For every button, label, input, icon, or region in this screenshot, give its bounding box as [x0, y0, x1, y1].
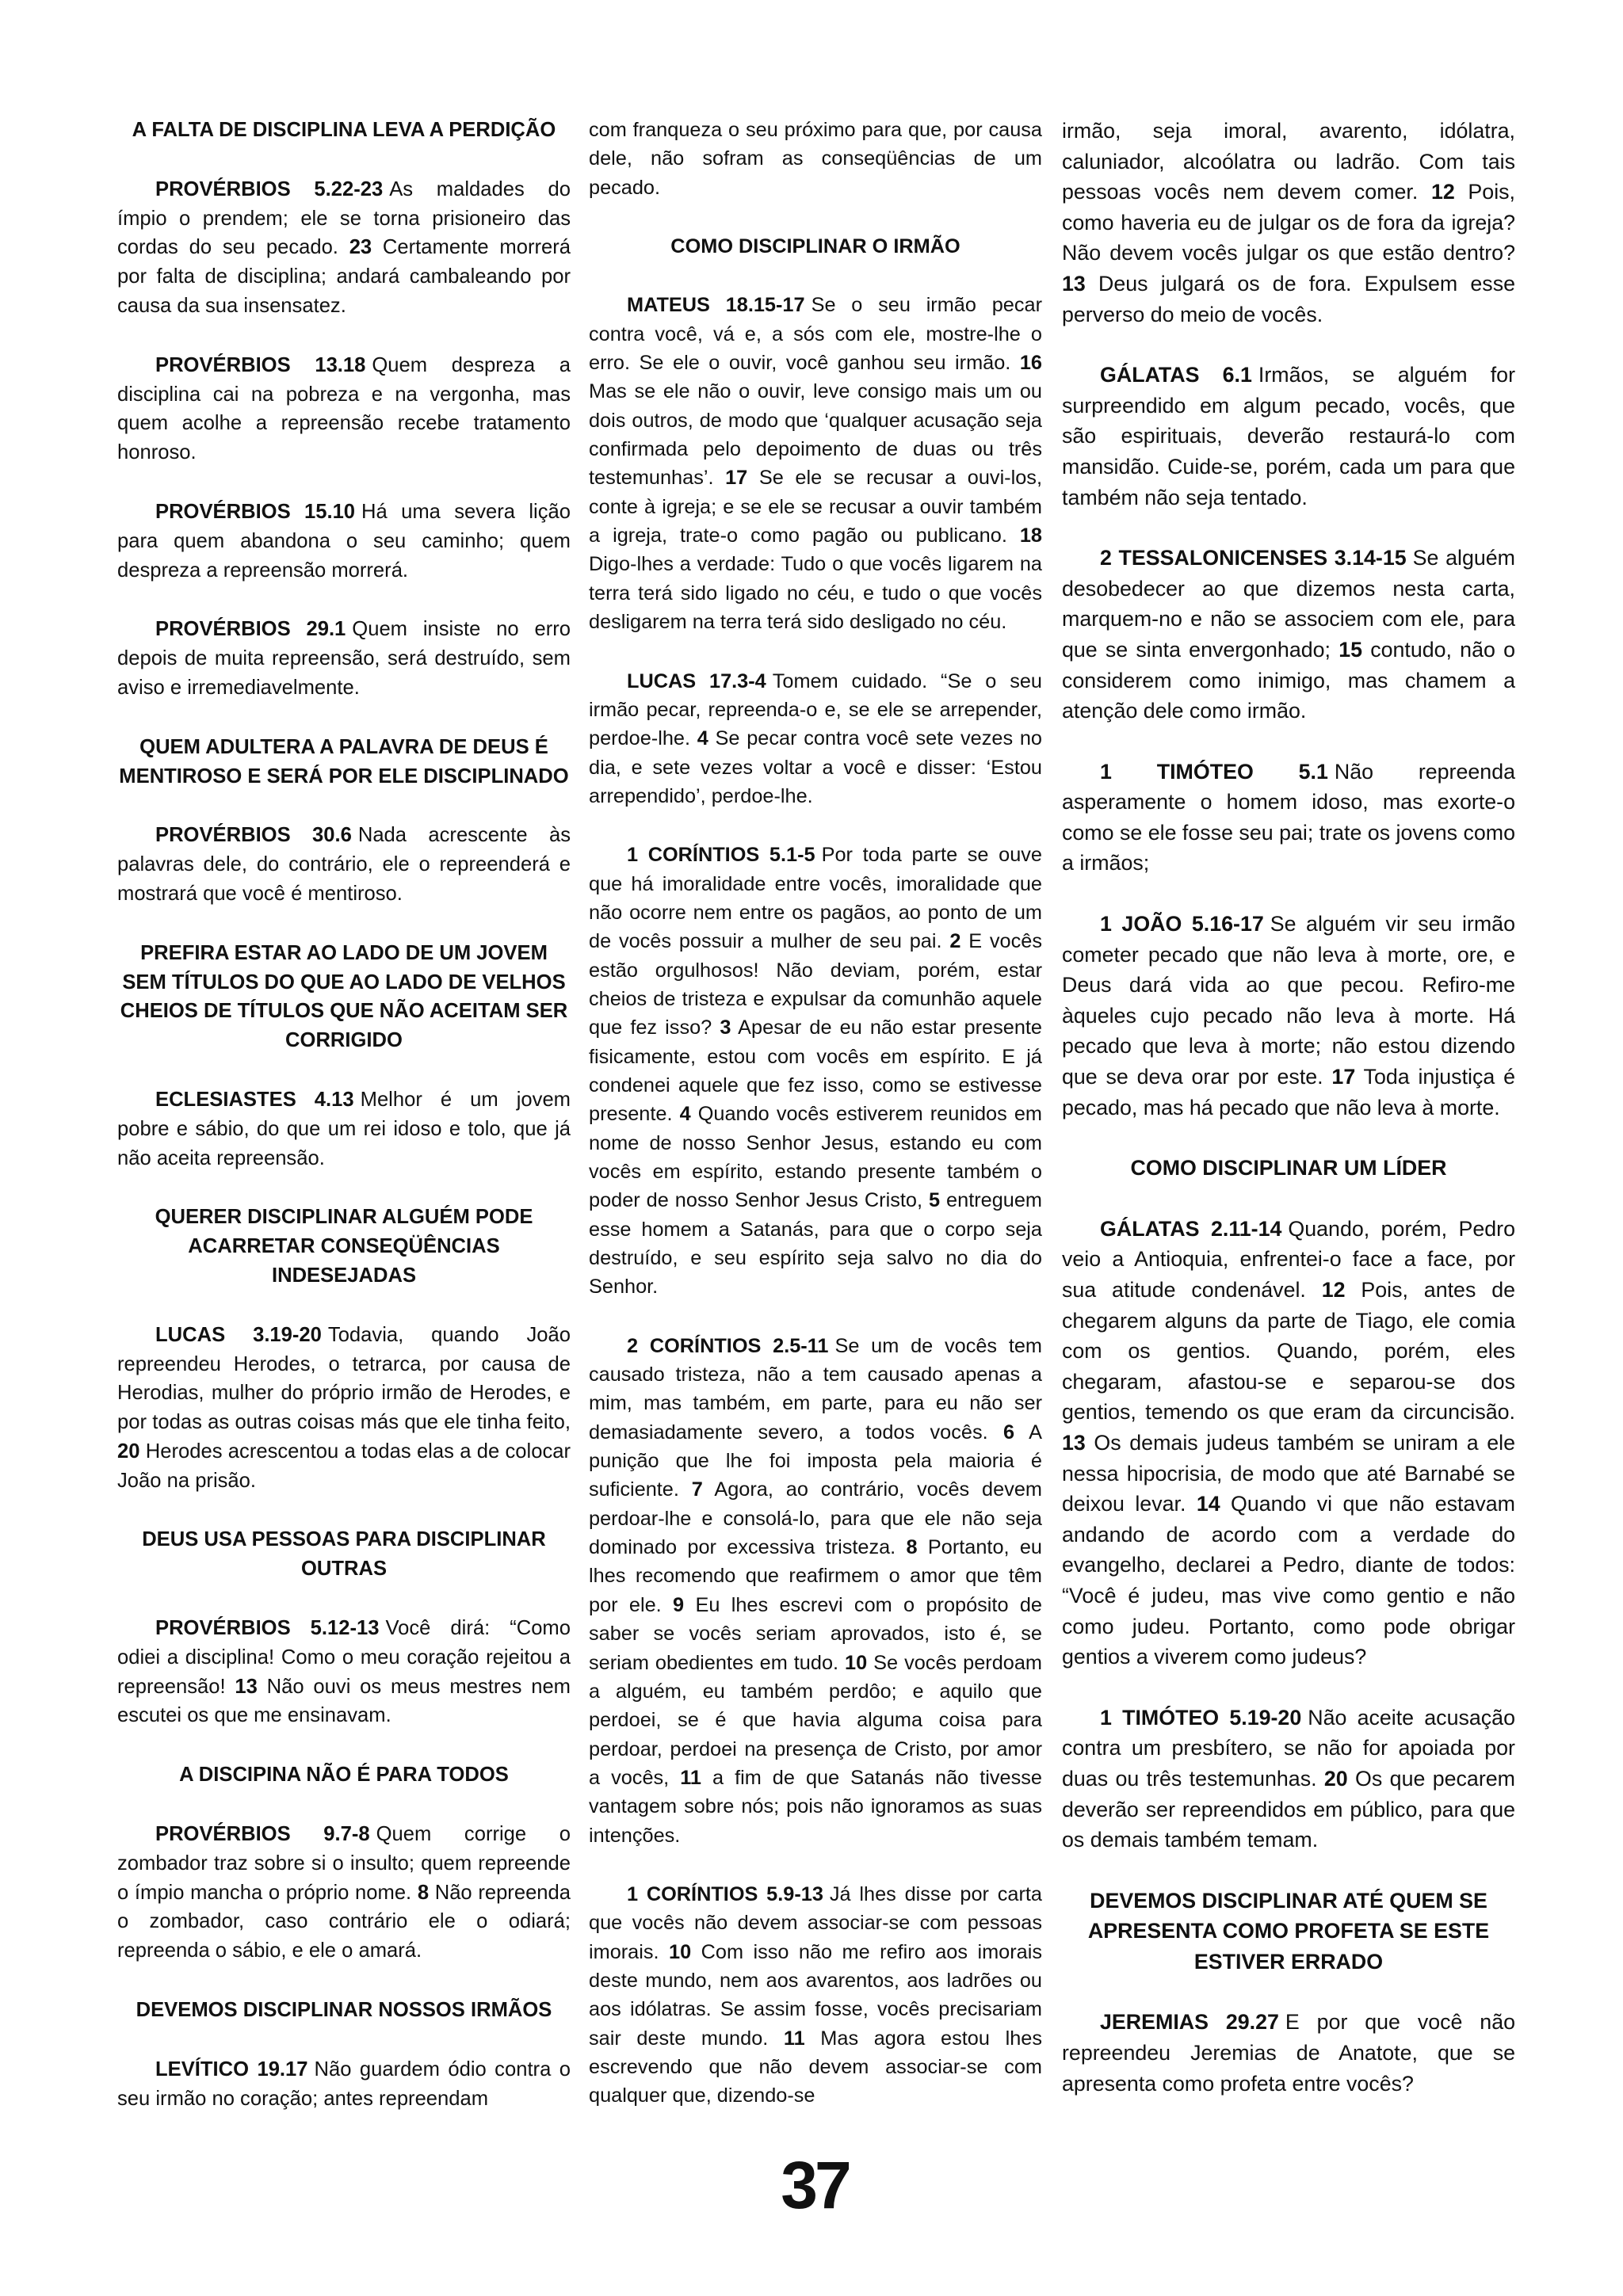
verse-number: 6 — [1003, 1421, 1015, 1444]
scripture-reference: 2 TESSALONICENSES 3.14-15 — [1100, 546, 1407, 570]
scripture-paragraph — [117, 1820, 571, 1966]
verse-text: Quando vocês estiverem reunidos em nome de nosso Senhor Jesus, estando eu com vocês em espírito, estando presente também o poder de nosso Senhor Jesus Cristo, — [589, 1103, 1042, 1212]
verse-number: 20 — [117, 1440, 140, 1463]
verse-text: entreguem esse homem a Satanás, para que o corpo seja destruído, e seu espírito seja salvo no dia do Senhor. — [589, 1189, 1043, 1299]
verse-number: 9 — [673, 1593, 685, 1616]
verse-text: Melhor é um jovem pobre e sábio, do que um rei idoso e tolo, que já não aceita repreensão. — [117, 1088, 571, 1169]
section-heading: QUERER DISCIPLINAR ALGUÉM PODE ACARRETAR CONSEQÜÊNCIAS INDESEJADAS — [155, 1206, 533, 1287]
verse-number: 11 — [783, 2027, 805, 2050]
verse-text: Se alguém vir seu irmão cometer pecado que não leva à morte, ore, e Deus dará vida ao que pecou. Refiro-me àqueles cujo pecado não leva à morte. Há pecado que leva à morte; não estou dizendo que se deva orar por este. — [1062, 912, 1515, 1089]
scripture-paragraph — [117, 498, 571, 585]
scripture-paragraph — [1062, 543, 1515, 727]
scripture-paragraph — [1062, 1703, 1515, 1855]
verse-text: Irmãos, se alguém for surpreendido em algum pecado, vocês, que são espirituais, deverão restaurá-lo com mansidão. Cuide-se, porém, cada um para que também não seja tentado. — [1062, 363, 1515, 509]
verse-number: 4 — [697, 727, 708, 750]
verse-number: 8 — [417, 1881, 430, 1904]
verse-text: Herodes acrescentou a todas elas a de colocar João na prisão. — [117, 1440, 571, 1492]
verse-text: Se um de vocês tem causado tristeza, não a tem causado apenas a mim, mas também, em parte, para eu não ser demasiadamente severo, a todos vocês. — [589, 1334, 1042, 1444]
verse-text: Se pecar contra você sete vezes no dia, e sete vezes voltar a você e disser: ‘Estou arrependido’, perdoe-lhe. — [589, 727, 1042, 807]
section-heading: COMO DISCIPLINAR O IRMÃO — [670, 235, 960, 258]
section-heading: DEVEMOS DISCIPLINAR NOSSOS IRMÃOS — [136, 1999, 552, 2022]
scripture-paragraph — [1062, 909, 1515, 1123]
verse-text: Você dirá: “Como odiei a disciplina! Como o meu coração rejeitou a repreensão! — [117, 1617, 571, 1698]
verse-number: 3 — [720, 1016, 731, 1039]
verse-text: Pois, como haveria eu de julgar os de fora da igreja? Não devem vocês julgar os que estão dentro? — [1062, 180, 1515, 265]
scripture-paragraph — [589, 291, 1042, 636]
paragraph-continued — [1062, 116, 1515, 330]
scripture-reference: 1 JOÃO 5.16-17 — [1100, 912, 1264, 936]
scripture-paragraph — [117, 1321, 571, 1496]
scripture-paragraph — [117, 1614, 571, 1730]
verse-text: Mas se ele não o ouvir, leve consigo mais um ou dois outros, de modo que ‘qualquer acusação seja confirmada pelo depoimento de duas ou três testemunhas’. — [589, 380, 1042, 490]
verse-text: Os demais judeus também se uniram a ele nessa hipocrisia, de modo que até Barnabé se deixou levar. — [1062, 1430, 1515, 1516]
verse-text: irmão, seja imoral, avarento, idólatra, caluniador, alcoólatra ou ladrão. Com tais pessoas vocês nem devem comer. — [1062, 119, 1515, 204]
column-2 — [589, 116, 1042, 2141]
column-3 — [1062, 116, 1515, 2129]
scripture-reference: PROVÉRBIOS 15.10 — [155, 500, 356, 523]
page-number: 37 — [781, 2148, 849, 2222]
scripture-reference: ECLESIASTES 4.13 — [155, 1088, 354, 1111]
scripture-reference: PROVÉRBIOS 5.22-23 — [155, 177, 384, 200]
verse-text: Nada acrescente às palavras dele, do contrário, ele o repreenderá e mostrará que você é mentiroso. — [117, 824, 571, 905]
verse-number: 18 — [1019, 524, 1042, 547]
verse-number: 16 — [1019, 352, 1042, 375]
section-heading: A FALTA DE DISCIPLINA LEVA A PERDIÇÃO — [132, 119, 556, 141]
verse-number: 11 — [680, 1766, 701, 1789]
verse-number: 12 — [1321, 1278, 1346, 1302]
verse-number: 23 — [349, 236, 372, 259]
section-heading: COMO DISCIPLINAR UM LÍDER — [1130, 1156, 1447, 1180]
verse-text: Não repreenda o zombador, caso contrário ele o odiará; repreenda o sábio, e ele o amará. — [117, 1881, 571, 1962]
scripture-paragraph — [1062, 1214, 1515, 1672]
verse-text: Digo-lhes a verdade: Tudo o que vocês ligarem na terra terá sido ligado no céu, e tudo o que vocês desligarem na terra terá sido desligado no céu. — [589, 553, 1042, 634]
verse-text: Quem despreza a disciplina cai na pobreza e na vergonha, mas quem acolhe a repreensão recebe tratamento honroso. — [117, 353, 571, 464]
scripture-paragraph — [117, 2055, 571, 2114]
scripture-reference: 1 CORÍNTIOS 5.1-5 — [627, 844, 815, 867]
verse-text: E por que você não repreendeu Jeremias de Anatote, que se apresenta como profeta entre vocês? — [1062, 2010, 1516, 2096]
verse-number: 17 — [1331, 1065, 1356, 1089]
scripture-paragraph — [1062, 2007, 1515, 2099]
scripture-reference: LEVÍTICO 19.17 — [155, 2058, 308, 2081]
verse-text: As maldades do ímpio o prendem; ele se torna prisioneiro das cordas do seu pecado. — [117, 177, 571, 259]
verse-text: Os que pecarem deverão ser repreendidos em público, para que os demais também temam. — [1062, 1766, 1515, 1852]
verse-text: E vocês estão orgulhosos! Não deviam, porém, estar cheios de tristeza e expulsar da comunhão aquele que fez isso? — [589, 930, 1042, 1039]
verse-number: 13 — [1062, 271, 1086, 296]
verse-text: Quando, porém, Pedro veio a Antioquia, enfrentei-o face a face, por sua atitude condenável. — [1062, 1216, 1515, 1302]
verse-number: 15 — [1338, 637, 1362, 662]
verse-text: Portanto, eu lhes recomendo que reafirmem o amor que têm por ele. — [589, 1536, 1042, 1616]
verse-text: Certamente morrerá por falta de disciplina; andará cambaleando por causa da sua insensatez. — [117, 236, 571, 317]
scripture-reference: PROVÉRBIOS 13.18 — [155, 353, 366, 376]
verse-text: Apesar de eu não estar presente fisicamente, estou com vocês em espírito. E já condenei aquele que fez isso, como se estivesse presente. — [589, 1016, 1043, 1126]
verse-number: 4 — [679, 1103, 691, 1126]
verse-text: Pois, antes de chegarem alguns da parte de Tiago, ele comia com os gentios. Quando, porém, eles chegaram, afastou-se e separou-se dos gentios, temendo os que eram da circuncisão. — [1062, 1278, 1515, 1425]
scripture-paragraph — [589, 1332, 1042, 1850]
scripture-paragraph — [117, 821, 571, 908]
scripture-paragraph — [589, 667, 1042, 811]
verse-text: Por toda parte se ouve que há imoralidade entre vocês, imoralidade que não ocorre nem entre os pagãos, ao ponto de um de vocês possuir a mulher de seu pai. — [589, 844, 1043, 953]
scripture-reference: JEREMIAS 29.27 — [1100, 2010, 1279, 2035]
verse-number: 10 — [669, 1940, 692, 1963]
scripture-reference: PROVÉRBIOS 9.7-8 — [155, 1823, 370, 1846]
verse-text: Mas agora estou lhes escrevendo que não devem associar-se com qualquer que, dizendo-se — [589, 2027, 1042, 2107]
verse-text: contudo, não o considerem como inimigo, mas chamem a atenção dele como irmão. — [1062, 637, 1515, 723]
verse-text: Agora, ao contrário, vocês devem perdoar-lhe e consolá-lo, para que ele não seja dominado por excessiva tristeza. — [589, 1478, 1042, 1559]
paragraph-continued — [589, 116, 1042, 202]
scripture-reference: 2 CORÍNTIOS 2.5-11 — [627, 1334, 829, 1357]
verse-text: Deus julgará os de fora. Expulsem esse perverso do meio de vocês. — [1062, 271, 1515, 326]
section-heading: QUEM ADULTERA A PALAVRA DE DEUS É MENTIROSO E SERÁ POR ELE DISCIPLINADO — [119, 735, 569, 788]
verse-number: 8 — [906, 1536, 918, 1559]
verse-text: Não repreenda asperamente o homem idoso, mas exorte-o como se ele fosse seu pai; trate os jovens como a irmãos; — [1062, 759, 1516, 875]
verse-number: 12 — [1430, 180, 1455, 204]
scripture-paragraph — [117, 1085, 571, 1173]
scripture-paragraph — [117, 175, 571, 321]
scripture-reference: PROVÉRBIOS 5.12-13 — [155, 1617, 380, 1640]
verse-text: Há uma severa lição para quem abandona o seu caminho; quem despreza a repreensão morrerá. — [117, 500, 571, 582]
scripture-paragraph — [117, 615, 571, 702]
section-heading: PREFIRA ESTAR AO LADO DE UM JOVEM SEM TÍTULOS DO QUE AO LADO DE VELHOS CHEIOS DE TÍTULOS QUE NÃO ACEITAM SER CORRIGIDO — [120, 941, 568, 1052]
verse-text: Já lhes disse por carta que vocês não devem associar-se com pessoas imorais. — [589, 1882, 1042, 1963]
verse-text: Toda injustiça é pecado, mas há pecado que não leva à morte. — [1062, 1065, 1515, 1119]
verse-number: 5 — [929, 1189, 941, 1212]
section-heading: DEVEMOS DISCIPLINAR ATÉ QUEM SE APRESENTA COMO PROFETA SE ESTE ESTIVER ERRADO — [1087, 1888, 1490, 1974]
scripture-reference: 1 TIMÓTEO 5.19-20 — [1100, 1705, 1302, 1730]
scripture-paragraph — [1062, 757, 1515, 879]
verse-text: Todavia, quando João repreendeu Herodes, o tetrarca, por causa de Herodias, mulher do próprio irmão de Herodes, e por todas as outras coisas más que ele tinha feito, — [117, 1323, 571, 1434]
verse-text: com franqueza o seu próximo para que, por causa dele, não sofram as conseqüências de um pecado. — [589, 119, 1042, 199]
verse-text: Não aceite acusação contra um presbítero, se não for apoiada por duas ou três testemunhas. — [1062, 1705, 1515, 1791]
verse-text: Se vocês perdoam a alguém, eu também perdôo; e aquilo que perdoei, se é que havia alguma coisa para perdoar, perdoei na presença de Cristo, por amor a vocês, — [589, 1651, 1042, 1789]
verse-text: Com isso não me refiro aos imorais deste mundo, nem aos avarentos, aos ladrões ou aos idólatras. Se assim fosse, vocês precisariam sair deste mundo. — [589, 1940, 1042, 2050]
verse-number: 17 — [725, 467, 748, 490]
scripture-reference: LUCAS 17.3-4 — [627, 669, 766, 692]
verse-number: 13 — [235, 1675, 258, 1698]
scripture-reference: LUCAS 3.19-20 — [155, 1323, 322, 1346]
verse-text: Não ouvi os meus mestres nem escutei os que me ensinavam. — [117, 1675, 571, 1727]
verse-text: Se ele se recusar a ouvi-los, conte à igreja; e se ele se recusar a ouvir também a igreja, trate-o como pagão ou publicano. — [589, 467, 1042, 547]
scripture-paragraph — [1062, 360, 1515, 513]
verse-text: Quem corrige o zombador traz sobre si o insulto; quem repreende o ímpio mancha o próprio nome. — [117, 1823, 571, 1904]
scripture-paragraph — [589, 841, 1042, 1302]
scripture-reference: MATEUS 18.15-17 — [627, 294, 805, 317]
verse-text: a fim de que Satanás não tivesse vantagem sobre nós; pois não ignoramos as suas intenções. — [589, 1766, 1042, 1847]
section-heading: DEUS USA PESSOAS PARA DISCIPLINAR OUTRAS — [142, 1528, 546, 1581]
verse-number: 20 — [1323, 1766, 1348, 1791]
section-heading: A DISCIPINA NÃO É PARA TODOS — [179, 1764, 509, 1787]
scripture-reference: PROVÉRBIOS 29.1 — [155, 618, 346, 641]
verse-text: Quando vi que não estavam andando de acordo com a verdade do evangelho, declarei a Pedro, diante de todos: “Você é judeu, mas vive como gentio e não como judeu. Portanto, como pode obrigar gentios a viverem como judeus? — [1062, 1492, 1515, 1669]
verse-number: 7 — [691, 1478, 703, 1501]
verse-text: Tomem cuidado. “Se o seu irmão pecar, repreenda-o e, se ele se arrepender, perdoe-lhe. — [589, 669, 1042, 750]
verse-text: Se alguém desobedecer ao que dizemos nesta carta, marquem-no e não se associem com ele, para que se sinta envergonhado; — [1062, 546, 1515, 662]
verse-text: Eu lhes escrevi com o propósito de saber se vocês seriam aprovados, isto é, se seriam obedientes em tudo. — [589, 1593, 1042, 1674]
scripture-reference: GÁLATAS 2.11-14 — [1100, 1216, 1282, 1241]
scripture-reference: 1 CORÍNTIOS 5.9-13 — [627, 1882, 823, 1905]
verse-text: Se o seu irmão pecar contra você, vá e, a sós com ele, mostre-lhe o erro. Se ele o ouvir, você ganhou seu irmão. — [589, 294, 1042, 375]
verse-number: 14 — [1196, 1492, 1220, 1516]
column-1 — [117, 116, 571, 2143]
scripture-reference: GÁLATAS 6.1 — [1100, 363, 1252, 387]
verse-text: Quem insiste no erro depois de muita repreensão, será destruído, sem aviso e irremediavelmente. — [117, 618, 571, 699]
scripture-reference: 1 TIMÓTEO 5.1 — [1100, 759, 1328, 784]
scripture-paragraph — [589, 1880, 1042, 2111]
scripture-paragraph — [117, 351, 571, 467]
verse-number: 10 — [845, 1651, 868, 1674]
verse-number: 2 — [949, 930, 961, 953]
verse-number: 13 — [1062, 1430, 1086, 1455]
verse-text: A punição que lhe foi imposta pela maioria é suficiente. — [589, 1421, 1042, 1501]
scripture-reference: PROVÉRBIOS 30.6 — [155, 824, 352, 847]
verse-text: Não guardem ódio contra o seu irmão no coração; antes repreendam — [117, 2058, 571, 2110]
